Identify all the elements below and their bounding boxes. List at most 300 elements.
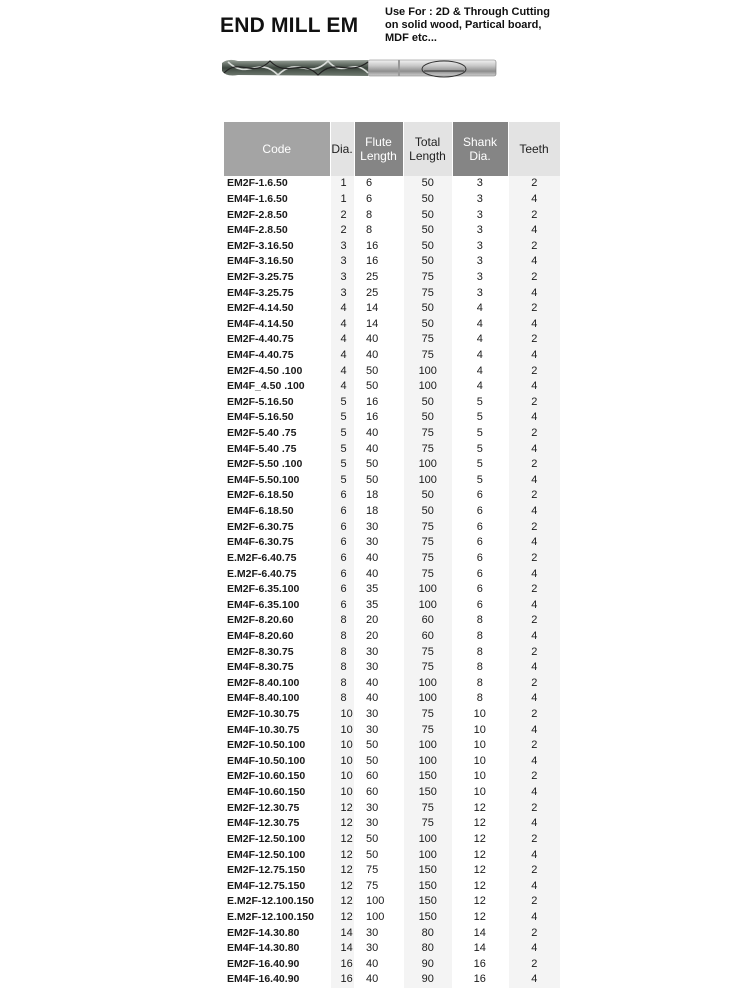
cell-code: EM4F-10.30.75: [227, 723, 300, 736]
cell-teeth: 2: [508, 395, 560, 411]
cell-teeth: 4: [508, 660, 560, 676]
cell-total-length: 50: [403, 192, 452, 208]
cell-flute-length: 100: [366, 895, 385, 908]
cell-teeth: 2: [508, 488, 560, 504]
cell-teeth: 2: [508, 332, 560, 348]
cell-dia: 6: [330, 551, 354, 567]
table-row: [224, 457, 560, 473]
table-row: [224, 192, 560, 208]
cell-dia: 1: [330, 192, 354, 208]
cell-code: EM2F-1.6.50: [227, 177, 288, 190]
cell-teeth: 4: [508, 597, 560, 613]
table-row: [224, 691, 560, 707]
cell-shank-dia: 3: [476, 192, 483, 205]
cell-total-length: 100: [403, 754, 452, 770]
table-row: [224, 644, 560, 660]
cell-teeth: 4: [508, 722, 560, 738]
table-row: [224, 473, 560, 489]
cell-flute-length: 50: [366, 458, 379, 471]
table-row: [224, 660, 560, 676]
cell-dia: 12: [330, 863, 354, 879]
cell-teeth: 4: [508, 504, 560, 520]
cell-code: EM4F-16.40.90: [227, 973, 300, 986]
cell-shank-dia: 14: [473, 926, 486, 939]
cell-shank-dia: 10: [473, 708, 486, 721]
table-row: [224, 754, 560, 770]
cell-dia: 12: [330, 847, 354, 863]
cell-shank-dia: 6: [476, 583, 483, 596]
table-row: [224, 379, 560, 395]
cell-flute-length: 100: [366, 910, 385, 923]
cell-shank-dia: 12: [473, 895, 486, 908]
cell-shank-dia: 12: [473, 910, 486, 923]
cell-shank-dia: 5: [476, 411, 483, 424]
cell-code: EM2F-5.16.50: [227, 395, 294, 408]
cell-teeth: 2: [508, 769, 560, 785]
cell-total-length: 80: [403, 925, 452, 941]
cell-dia: 14: [330, 941, 354, 957]
cell-dia: 5: [330, 395, 354, 411]
cell-shank-dia: 12: [473, 817, 486, 830]
use-for-note: [385, 6, 575, 45]
cell-shank-dia: 10: [473, 754, 486, 767]
cell-flute-length: 30: [366, 708, 379, 721]
table-row: [224, 316, 560, 332]
cell-code: EM2F-3.25.75: [227, 270, 294, 283]
column-header-teeth: Teeth: [508, 122, 560, 176]
column-header-shank-dia: Shank Dia.: [452, 122, 508, 176]
cell-total-length: 75: [403, 566, 452, 582]
cell-teeth: 2: [508, 551, 560, 567]
cell-code: EM4F-8.30.75: [227, 661, 294, 674]
cell-shank-dia: 10: [473, 739, 486, 752]
table-row: [224, 878, 560, 894]
cell-dia: 5: [330, 457, 354, 473]
cell-total-length: 75: [403, 816, 452, 832]
table-row: [224, 363, 560, 379]
cell-code: EM4F-4.40.75: [227, 349, 294, 361]
cell-shank-dia: 5: [476, 458, 483, 471]
cell-dia: 4: [330, 332, 354, 348]
cell-flute-length: 8: [366, 224, 373, 237]
cell-shank-dia: 12: [473, 879, 486, 892]
cell-total-length: 100: [403, 691, 452, 707]
cell-teeth: 2: [508, 894, 560, 910]
cell-flute-length: 30: [366, 926, 379, 939]
table-row: [224, 270, 560, 286]
cell-dia: 8: [330, 676, 354, 692]
cell-shank-dia: 8: [476, 629, 483, 642]
cell-flute-length: 25: [366, 270, 379, 283]
cell-flute-length: 50: [366, 473, 379, 486]
table-row: [224, 847, 560, 863]
cell-total-length: 50: [403, 254, 452, 270]
cell-code: EM4F-8.20.60: [227, 629, 294, 642]
cell-total-length: 100: [403, 676, 452, 692]
use-for-line: Use For : 2D & Through Cutting: [385, 6, 550, 18]
cell-dia: 2: [330, 207, 354, 223]
table-row: [224, 426, 560, 442]
cell-total-length: 90: [403, 956, 452, 972]
table-row: [224, 582, 560, 598]
cell-shank-dia: 4: [476, 333, 483, 346]
cell-shank-dia: 5: [476, 427, 483, 440]
cell-code: EM4F-6.35.100: [227, 598, 300, 611]
cell-dia: 8: [330, 660, 354, 676]
cell-total-length: 100: [403, 582, 452, 598]
cell-teeth: 2: [508, 363, 560, 379]
table-row: [224, 613, 560, 629]
cell-code: EM2F-8.20.60: [227, 614, 294, 627]
cell-dia: 12: [330, 894, 354, 910]
table-row: [224, 551, 560, 567]
cell-code: EM2F-5.40 .75: [227, 427, 297, 440]
cell-shank-dia: 10: [473, 786, 486, 799]
cell-flute-length: 8: [366, 208, 373, 221]
cell-code: EM2F-12.30.75: [227, 801, 300, 814]
cell-dia: 5: [330, 441, 354, 457]
cell-code: EM4F-4.14.50: [227, 317, 294, 330]
cell-total-length: 150: [403, 894, 452, 910]
cell-code: EM4F-6.18.50: [227, 505, 294, 518]
cell-shank-dia: 14: [473, 942, 486, 955]
cell-teeth: 4: [508, 285, 560, 301]
table-row: [224, 348, 560, 364]
table-row: [224, 332, 560, 348]
table-row: [224, 832, 560, 848]
cell-flute-length: 50: [366, 364, 379, 377]
cell-teeth: 4: [508, 691, 560, 707]
cell-teeth: 2: [508, 301, 560, 317]
cell-total-length: 75: [403, 332, 452, 348]
cell-shank-dia: 8: [476, 676, 483, 689]
cell-code: EM4F-14.30.80: [227, 942, 300, 955]
cell-teeth: 4: [508, 192, 560, 208]
cell-shank-dia: 3: [476, 177, 483, 190]
use-for-line: on solid wood, Partical board,: [385, 19, 542, 31]
cell-flute-length: 50: [366, 380, 379, 393]
cell-flute-length: 40: [366, 973, 379, 986]
cell-teeth: 4: [508, 629, 560, 645]
cell-code: EM2F-6.18.50: [227, 489, 294, 502]
cell-total-length: 75: [403, 441, 452, 457]
cell-dia: 3: [330, 270, 354, 286]
cell-flute-length: 50: [366, 739, 379, 752]
cell-shank-dia: 5: [476, 442, 483, 455]
cell-shank-dia: 4: [476, 317, 483, 330]
cell-total-length: 50: [403, 207, 452, 223]
cell-dia: 10: [330, 722, 354, 738]
cell-flute-length: 16: [366, 255, 379, 268]
cell-flute-length: 14: [366, 302, 379, 315]
cell-dia: 6: [330, 597, 354, 613]
cell-code: EM4F-12.30.75: [227, 817, 300, 830]
cell-code: EM4F-1.6.50: [227, 192, 288, 205]
cell-shank-dia: 4: [476, 380, 483, 393]
cell-teeth: 4: [508, 473, 560, 489]
cell-flute-length: 50: [366, 832, 379, 845]
cell-total-length: 50: [403, 316, 452, 332]
table-row: [224, 972, 560, 988]
table-row: [224, 254, 560, 270]
table-row: [224, 238, 560, 254]
cell-shank-dia: 12: [473, 848, 486, 861]
cell-dia: 4: [330, 379, 354, 395]
table-row: [224, 395, 560, 411]
cell-dia: 6: [330, 566, 354, 582]
cell-teeth: 2: [508, 613, 560, 629]
cell-teeth: 2: [508, 925, 560, 941]
cell-teeth: 2: [508, 426, 560, 442]
cell-dia: 5: [330, 473, 354, 489]
cell-total-length: 75: [403, 348, 452, 364]
cell-code: EM4F-5.16.50: [227, 411, 294, 424]
cell-dia: 3: [330, 254, 354, 270]
cell-dia: 4: [330, 301, 354, 317]
cell-flute-length: 6: [366, 192, 373, 205]
cell-dia: 14: [330, 925, 354, 941]
cell-dia: 6: [330, 488, 354, 504]
table-row: [224, 910, 560, 926]
cell-total-length: 50: [403, 410, 452, 426]
cell-shank-dia: 5: [476, 395, 483, 408]
cell-total-length: 50: [403, 395, 452, 411]
table-row: [224, 176, 560, 192]
cell-total-length: 80: [403, 941, 452, 957]
cell-total-length: 100: [403, 597, 452, 613]
cell-flute-length: 6: [366, 177, 373, 190]
cell-code: EM4F-12.75.150: [227, 879, 306, 892]
table-body: [224, 176, 560, 988]
cell-dia: 1: [330, 176, 354, 192]
cell-teeth: 4: [508, 379, 560, 395]
cell-dia: 3: [330, 285, 354, 301]
table-row: [224, 800, 560, 816]
cell-dia: 12: [330, 800, 354, 816]
column-header-flute-length: Flute Length: [354, 122, 403, 176]
cell-dia: 10: [330, 707, 354, 723]
table-row: [224, 223, 560, 239]
cell-code: EM4F-10.60.150: [227, 786, 306, 799]
cell-flute-length: 20: [366, 629, 379, 642]
cell-flute-length: 50: [366, 754, 379, 767]
cell-code: EM2F-3.16.50: [227, 239, 294, 252]
cell-dia: 12: [330, 832, 354, 848]
cell-code: EM2F-14.30.80: [227, 926, 300, 939]
cell-shank-dia: 4: [476, 302, 483, 315]
cell-dia: 8: [330, 629, 354, 645]
cell-code: E.M2F-6.40.75: [227, 551, 297, 564]
cell-teeth: 4: [508, 785, 560, 801]
cell-total-length: 150: [403, 785, 452, 801]
cell-shank-dia: 3: [476, 239, 483, 252]
table-header: [224, 122, 560, 176]
cell-code: EM4F-8.40.100: [227, 692, 300, 705]
cell-shank-dia: 10: [473, 770, 486, 783]
table-row: [224, 519, 560, 535]
end-mill-table: [224, 122, 561, 988]
cell-total-length: 150: [403, 878, 452, 894]
cell-teeth: 4: [508, 566, 560, 582]
cell-total-length: 150: [403, 769, 452, 785]
cell-shank-dia: 16: [473, 973, 486, 986]
cell-total-length: 60: [403, 629, 452, 645]
cell-total-length: 100: [403, 363, 452, 379]
cell-shank-dia: 10: [473, 723, 486, 736]
cell-flute-length: 16: [366, 395, 379, 408]
cell-code: EM2F-12.50.100: [227, 832, 306, 845]
cell-dia: 5: [330, 410, 354, 426]
cell-teeth: 2: [508, 457, 560, 473]
cell-code: EM2F-6.30.75: [227, 520, 294, 533]
cell-teeth: 4: [508, 348, 560, 364]
table-row: [224, 738, 560, 754]
cell-flute-length: 75: [366, 879, 379, 892]
cell-dia: 12: [330, 910, 354, 926]
cell-teeth: 2: [508, 832, 560, 848]
cell-code: EM2F-8.40.100: [227, 676, 300, 689]
cell-teeth: 2: [508, 956, 560, 972]
cell-total-length: 100: [403, 738, 452, 754]
table-row: [224, 925, 560, 941]
cell-flute-length: 40: [366, 551, 379, 564]
cell-dia: 4: [330, 348, 354, 364]
cell-flute-length: 40: [366, 333, 379, 346]
cell-flute-length: 60: [366, 786, 379, 799]
cell-flute-length: 30: [366, 817, 379, 830]
cell-total-length: 50: [403, 488, 452, 504]
cell-flute-length: 40: [366, 567, 379, 580]
cell-total-length: 75: [403, 660, 452, 676]
cell-total-length: 75: [403, 535, 452, 551]
cell-total-length: 100: [403, 379, 452, 395]
cell-teeth: 4: [508, 847, 560, 863]
cell-teeth: 2: [508, 270, 560, 286]
cell-flute-length: 30: [366, 520, 379, 533]
cell-code: EM4F_4.50 .100: [227, 380, 305, 393]
cell-shank-dia: 6: [476, 567, 483, 580]
cell-flute-length: 30: [366, 942, 379, 955]
cell-dia: 10: [330, 754, 354, 770]
cell-shank-dia: 6: [476, 505, 483, 518]
cell-total-length: 75: [403, 285, 452, 301]
cell-code: EM4F-5.40 .75: [227, 442, 297, 455]
cell-dia: 10: [330, 785, 354, 801]
cell-shank-dia: 6: [476, 536, 483, 549]
cell-code: EM2F-16.40.90: [227, 957, 300, 970]
cell-teeth: 2: [508, 207, 560, 223]
cell-total-length: 100: [403, 457, 452, 473]
cell-dia: 5: [330, 426, 354, 442]
cell-code: E.M2F-12.100.150: [227, 910, 314, 923]
cell-teeth: 2: [508, 582, 560, 598]
cell-code: EM4F-5.50.100: [227, 473, 300, 486]
cell-total-length: 75: [403, 644, 452, 660]
end-mill-image: [218, 53, 498, 83]
table-row: [224, 207, 560, 223]
table-row: [224, 863, 560, 879]
cell-teeth: 4: [508, 316, 560, 332]
cell-total-length: 75: [403, 722, 452, 738]
cell-teeth: 2: [508, 519, 560, 535]
cell-teeth: 4: [508, 754, 560, 770]
cell-code: EM4F-6.30.75: [227, 536, 294, 549]
cell-teeth: 2: [508, 176, 560, 192]
cell-teeth: 2: [508, 800, 560, 816]
cell-teeth: 2: [508, 863, 560, 879]
cell-dia: 8: [330, 644, 354, 660]
cell-shank-dia: 16: [473, 957, 486, 970]
table-row: [224, 816, 560, 832]
cell-teeth: 4: [508, 941, 560, 957]
cell-total-length: 75: [403, 426, 452, 442]
table-row: [224, 676, 560, 692]
cell-code: EM2F-5.50 .100: [227, 458, 303, 471]
cell-total-length: 100: [403, 847, 452, 863]
cell-flute-length: 18: [366, 505, 379, 518]
cell-teeth: 4: [508, 910, 560, 926]
cell-shank-dia: 12: [473, 864, 486, 877]
cell-shank-dia: 8: [476, 645, 483, 658]
cell-code: EM2F-6.35.100: [227, 583, 300, 596]
cell-dia: 6: [330, 582, 354, 598]
cell-flute-length: 30: [366, 645, 379, 658]
cell-flute-length: 40: [366, 442, 379, 455]
cell-total-length: 75: [403, 519, 452, 535]
cell-teeth: 2: [508, 707, 560, 723]
cell-code: EM2F-4.50 .100: [227, 364, 303, 377]
cell-shank-dia: 3: [476, 286, 483, 299]
cell-shank-dia: 8: [476, 614, 483, 627]
cell-flute-length: 40: [366, 349, 379, 361]
column-header-dia: Dia.: [330, 122, 354, 176]
table-row: [224, 504, 560, 520]
cell-code: EM2F-4.14.50: [227, 302, 294, 315]
cell-teeth: 4: [508, 223, 560, 239]
cell-flute-length: 35: [366, 583, 379, 596]
cell-dia: 6: [330, 504, 354, 520]
table-row: [224, 410, 560, 426]
cell-shank-dia: 4: [476, 364, 483, 377]
table-row: [224, 629, 560, 645]
table-row: [224, 535, 560, 551]
cell-flute-length: 18: [366, 489, 379, 502]
cell-shank-dia: 6: [476, 520, 483, 533]
cell-shank-dia: 4: [476, 349, 483, 361]
cell-dia: 4: [330, 363, 354, 379]
cell-flute-length: 30: [366, 661, 379, 674]
cell-total-length: 50: [403, 238, 452, 254]
cell-code: EM4F-3.25.75: [227, 286, 294, 299]
table-row: [224, 894, 560, 910]
cell-total-length: 75: [403, 270, 452, 286]
cell-dia: 10: [330, 769, 354, 785]
cell-code: EM2F-2.8.50: [227, 208, 288, 221]
cell-total-length: 50: [403, 504, 452, 520]
cell-teeth: 2: [508, 738, 560, 754]
cell-shank-dia: 3: [476, 224, 483, 237]
cell-dia: 6: [330, 535, 354, 551]
cell-teeth: 4: [508, 535, 560, 551]
cell-total-length: 75: [403, 551, 452, 567]
cell-total-length: 100: [403, 473, 452, 489]
cell-flute-length: 50: [366, 848, 379, 861]
cell-code: EM4F-3.16.50: [227, 255, 294, 268]
cell-flute-length: 20: [366, 614, 379, 627]
cell-flute-length: 40: [366, 427, 379, 440]
cell-teeth: 4: [508, 441, 560, 457]
cell-teeth: 2: [508, 676, 560, 692]
